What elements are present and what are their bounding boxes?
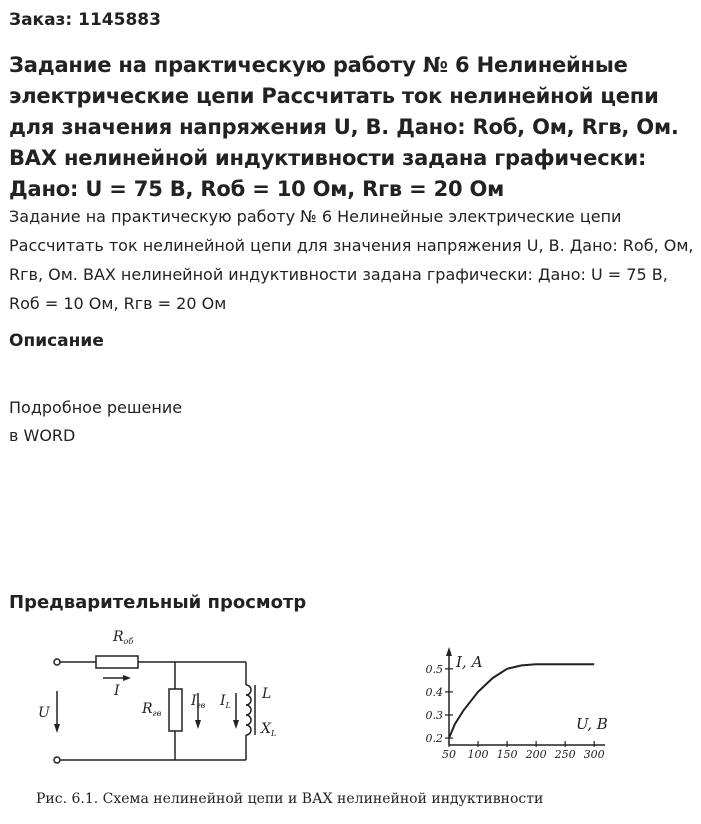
description-heading: Описание xyxy=(9,331,104,351)
vac-chart xyxy=(426,647,608,761)
label-current-gv: $I_{гв}$ xyxy=(191,693,206,710)
label-current-l: $I_L$ xyxy=(220,693,231,710)
chart-x-tick-label: 50 xyxy=(442,748,456,761)
chart-x-tick-label: 100 xyxy=(467,748,489,761)
resistor-r-ob xyxy=(96,656,138,668)
chart-y-label: I, А xyxy=(456,653,483,671)
chart-series-line xyxy=(449,664,594,738)
task-description: Задание на практическую работу № 6 Нелинейные электрические цепи Рассчитать ток нелинейной цепи для значения напряжения U, В. Дано: Rоб, Ом, Rгв, Ом. ВАХ нелинейной индуктивности задана графически: Дано: U = 75 В, Rоб = 10 Ом, Rгв = 20 Ом xyxy=(9,207,694,313)
page-title: Задание на практическую работу № 6 Нелинейные электрические цепи Рассчитать ток нелинейной цепи для значения напряжения U, В. Дано: Rоб, Ом, Rгв, Ом. ВАХ нелинейной индуктивности задана графически: Дано: U = 75 В, Rоб = 10 Ом, Rгв = 20 Ом xyxy=(9,53,679,201)
chart-y-axis-arrow xyxy=(446,647,452,656)
description-text xyxy=(9,394,182,450)
description-line-1: Подробное решение xyxy=(9,398,183,417)
label-reactance-xl: $X_L$ xyxy=(261,721,277,738)
order-number: Заказ: 1145883 xyxy=(9,10,161,30)
arrow-head-main xyxy=(123,675,131,681)
chart-y-tick-label: 0.4 xyxy=(425,685,443,699)
chart-x-tick-label: 300 xyxy=(583,748,605,761)
chart-y-tick-label: 0.2 xyxy=(425,732,443,746)
chart-x-tick-label: 150 xyxy=(496,748,518,761)
label-voltage: U xyxy=(38,705,50,721)
figure-caption: Рис. 6.1. Схема нелинейной цепи и ВАХ нелинейной индуктивности xyxy=(36,791,544,807)
arrow-head-gv xyxy=(195,720,201,729)
arrow-head-l xyxy=(233,720,239,729)
inductor-coil xyxy=(246,685,251,735)
figure-svg xyxy=(0,625,701,820)
terminal-bottom xyxy=(54,757,60,763)
preview-figure xyxy=(0,625,701,820)
label-r-ob: $R_{об}$ xyxy=(113,629,134,646)
chart-x-tick-label: 250 xyxy=(554,748,576,761)
label-current-main: I xyxy=(114,683,120,699)
terminal-top xyxy=(54,659,60,665)
preview-heading: Предварительный просмотр xyxy=(9,592,307,613)
chart-x-tick-label: 200 xyxy=(525,748,547,761)
chart-y-tick-label: 0.3 xyxy=(425,709,443,722)
resistor-r-gv xyxy=(169,689,182,731)
chart-x-ticks xyxy=(442,741,605,761)
label-r-gv: $R_{гв}$ xyxy=(142,701,162,718)
label-inductor-l: L xyxy=(262,686,272,702)
description-line-2: в WORD xyxy=(9,426,76,445)
arrow-head-voltage xyxy=(54,724,60,733)
chart-y-tick-label: 0.5 xyxy=(425,662,443,676)
chart-x-label: U, В xyxy=(576,715,608,733)
